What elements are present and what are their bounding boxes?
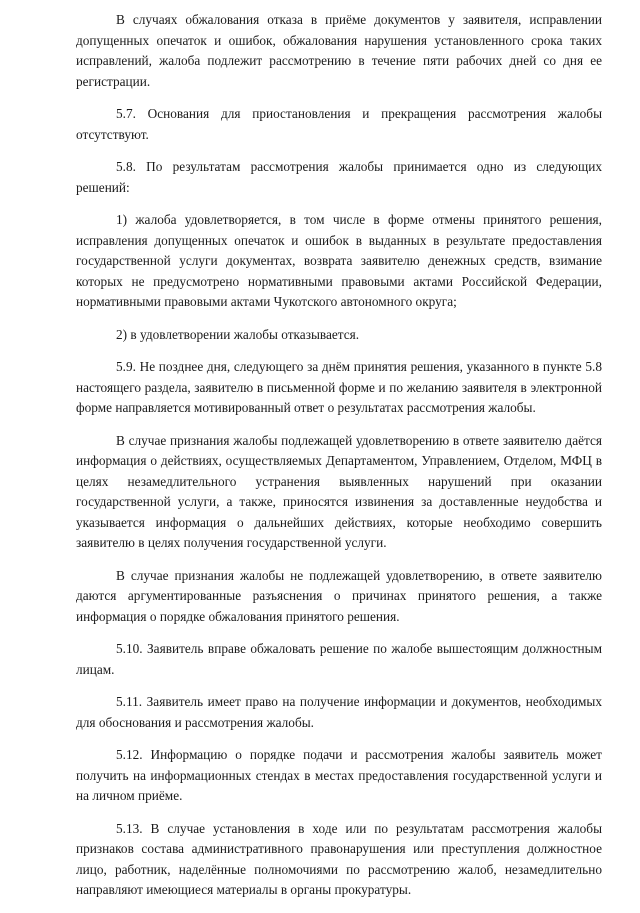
paragraph-5-7: 5.7. Основания для приостановления и прекращения рассмотрения жалобы отсутствуют. — [76, 106, 602, 142]
paragraph-5-8: 5.8. По результатам рассмотрения жалобы принимается одно из следующих решений: — [76, 159, 602, 195]
paragraph-5-10: 5.10. Заявитель вправе обжаловать решение по жалобе вышестоящим должностным лицам. — [76, 641, 602, 677]
paragraph-decision-2: 2) в удовлетворении жалобы отказывается. — [116, 326, 360, 342]
paragraph-5-9: 5.9. Не позднее дня, следующего за днём принятия решения, указанного в пункте 5.8 настоящего раздела, заявителю в письменной форме и по желанию заявителя в электронной форме направляется мотивированный ответ о результатах рассмотрения жалобы. — [76, 359, 602, 415]
paragraph-complaint-rejected: В случае признания жалобы не подлежащей удовлетворению, в ответе заявителю даются аргументированные разъяснения о причинах принятого решения, а также информация о порядке обжалования принятого решения. — [76, 567, 602, 624]
paragraph-5-13: 5.13. В случае установления в ходе или по результатам рассмотрения жалобы признаков состава административного правонарушения или преступления должностное лицо, работник, наделённые полномочиями по рассмотрению жалоб, незамедлительно направляют имеющиеся материалы в органы прокуратуры. — [76, 820, 602, 897]
paragraph-decision-1: 1) жалоба удовлетворяется, в том числе в форме отмены принятого решения, исправления допущенных опечаток и ошибок в выданных в результате предоставления государственной услуги документах, возврата заявителю денежных средств, взимание которых не предусмотрено нормативными правовыми актами Российской Федерации, нормативными правовыми актами Чукотского автономного округа; — [76, 212, 602, 309]
paragraph-appeal-refusal-term: В случаях обжалования отказа в приёме документов у заявителя, исправлении допущенных опечаток и ошибок, обжалования нарушения установленного срока таких исправлений, жалоба подлежит рассмотрению в течение пяти рабочих дней со дня ее регистрации. — [76, 12, 602, 89]
paragraph-5-11: 5.11. Заявитель имеет право на получение информации и документов, необходимых для обоснования и рассмотрения жалобы. — [76, 694, 602, 730]
document-page — [76, 10, 602, 913]
paragraph-complaint-satisfied: В случае признания жалобы подлежащей удовлетворению в ответе заявителю даётся информация о действиях, осуществляемых Департаментом, Управлением, Отделом, МФЦ в целях незамедлительного устранения выявленных нарушений при оказании государственной услуги, а также, приносятся извинения за доставленные неудобства и указывается информация о дальнейших действиях, которые необходимо совершить заявителю в целях получения государственной услуги. — [76, 432, 602, 550]
paragraph-5-12: 5.12. Информацию о порядке подачи и рассмотрения жалобы заявитель может получить на информационных стендах в местах предоставления государственной услуги и на личном приёме. — [76, 747, 602, 803]
